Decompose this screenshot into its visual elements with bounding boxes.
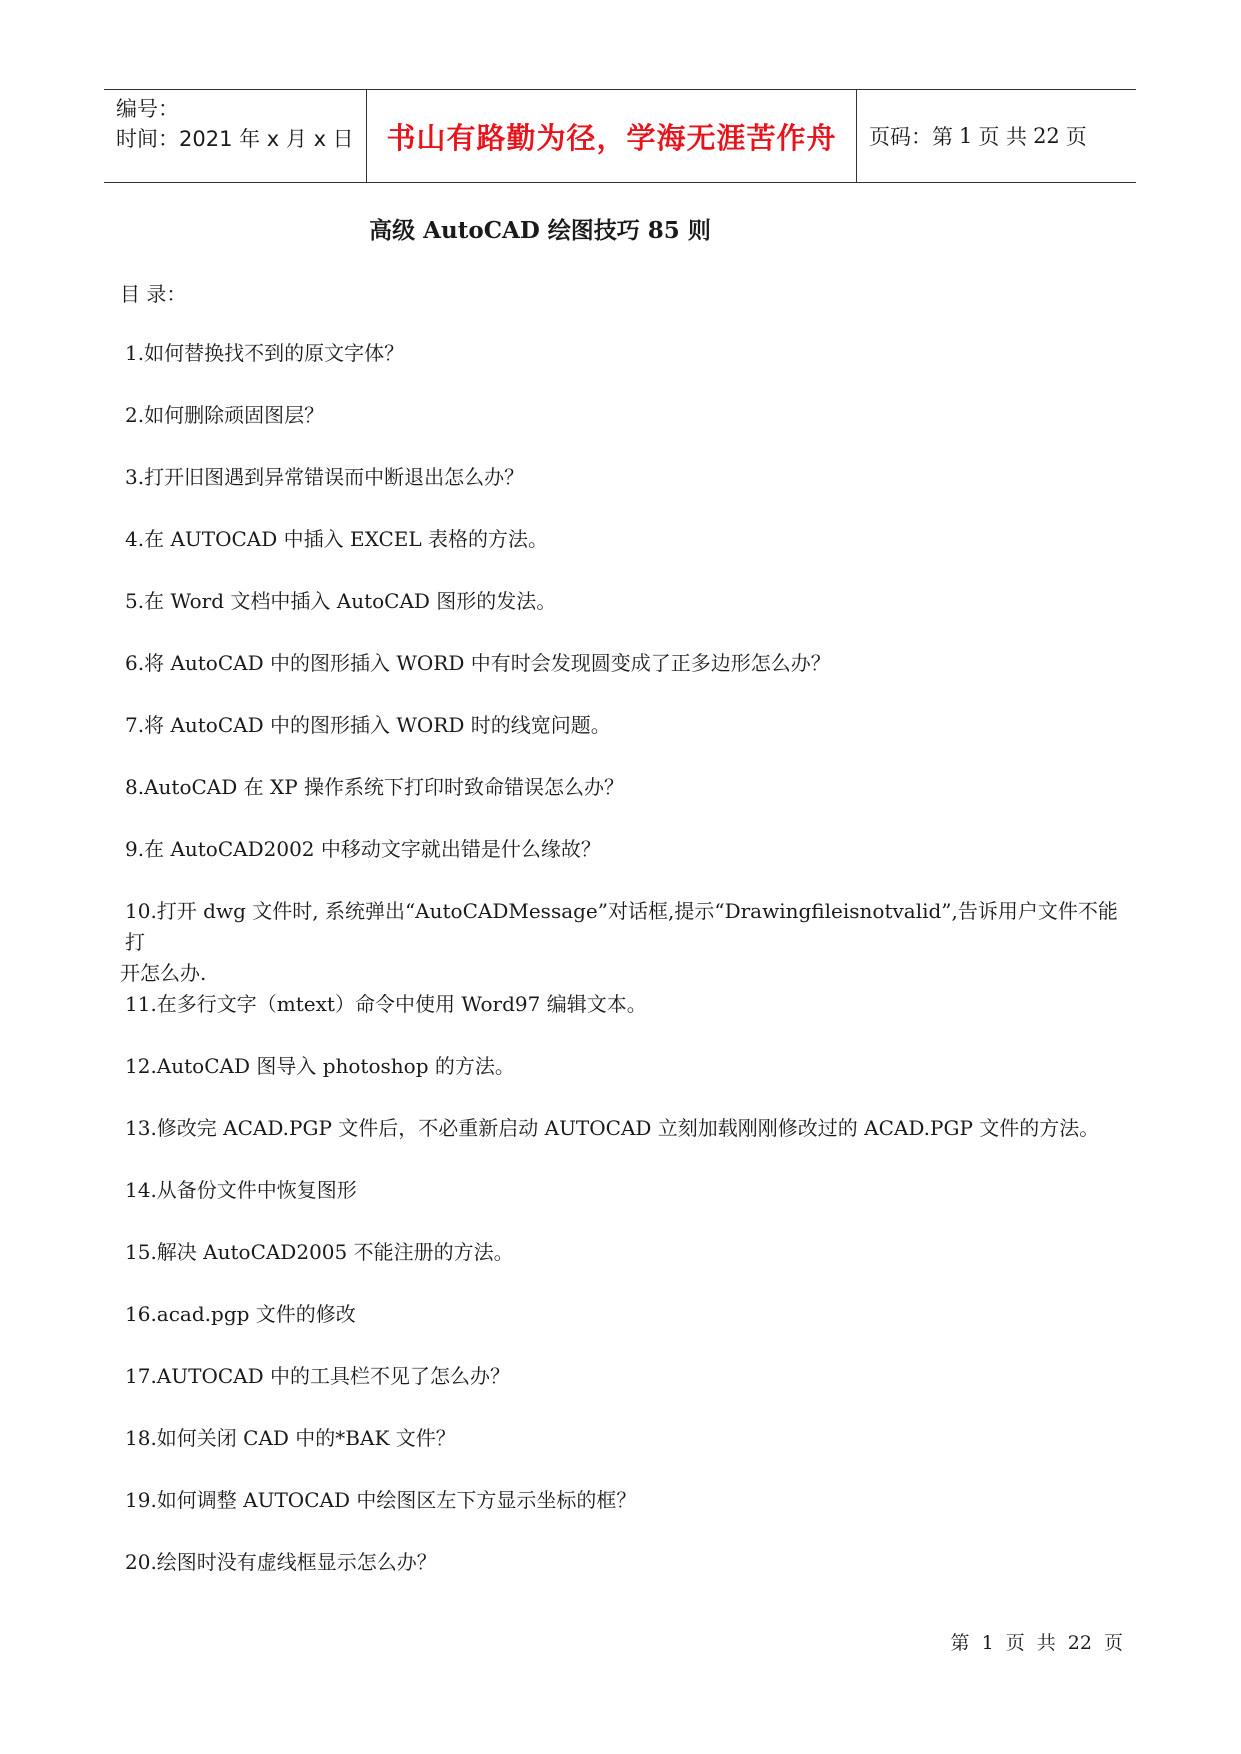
toc-item: 5.在 Word 文档中插入 AutoCAD 图形的发法。 — [125, 589, 557, 613]
toc-item: 15.解决 AutoCAD2005 不能注册的方法。 — [125, 1240, 514, 1264]
document-title: 高级 AutoCAD 绘图技巧 85 则 — [369, 217, 711, 244]
toc-item: 2.如何删除顽固图层？ — [125, 403, 325, 427]
toc-item: 17.AUTOCAD 中的工具栏不见了怎么办？ — [125, 1364, 510, 1388]
toc-item: 8.AutoCAD 在 XP 操作系统下打印时致命错误怎么办？ — [125, 775, 625, 799]
header-meta — [104, 90, 367, 182]
page-mid: 页 共 — [978, 125, 1028, 149]
document-header — [104, 89, 1136, 183]
page-total: 22 — [1033, 124, 1060, 148]
page-suffix: 页 — [1065, 125, 1087, 149]
toc-item: 9.在 AutoCAD2002 中移动文字就出错是什么缘故？ — [125, 837, 601, 861]
toc-item: 13.修改完 ACAD.PGP 文件后，不必重新启动 AUTOCAD 立刻加载刚刚修改过的 ACAD.PGP 文件的方法。 — [125, 1116, 1100, 1140]
header-page-info — [857, 90, 1136, 182]
page-number: 1 — [959, 124, 973, 148]
time-label: 时间：2021 年 x 月 x 日 — [116, 127, 354, 151]
toc-item: 20.绘图时没有虚线框显示怎么办？ — [125, 1550, 437, 1574]
toc-item: 1.如何替换找不到的原文字体？ — [125, 341, 405, 365]
toc-item: 6.将 AutoCAD 中的图形插入 WORD 中有时会发现圆变成了正多边形怎么办？ — [125, 651, 831, 675]
toc-item: 16.acad.pgp 文件的修改 — [125, 1302, 356, 1326]
header-motto: 书山有路勤为径，学海无涯苦作舟 — [367, 90, 857, 182]
page-prefix: 页码：第 — [869, 125, 953, 149]
toc-item: 19.如何调整 AUTOCAD 中绘图区左下方显示坐标的框？ — [125, 1488, 637, 1512]
number-label: 编号： — [116, 97, 179, 121]
toc-item: 12.AutoCAD 图导入 photoshop 的方法。 — [125, 1054, 515, 1078]
toc-item: 3.打开旧图遇到异常错误而中断退出怎么办？ — [125, 465, 525, 489]
toc-item-line: 10.打开 dwg 文件时, 系统弹出“AutoCADMessage”对话框,提示“Drawingfileisnotvalid”,告诉用户文件不能打 — [125, 899, 1118, 954]
toc-item: 18.如何关闭 CAD 中的*BAK 文件？ — [125, 1426, 456, 1450]
toc-item: 14.从备份文件中恢复图形 — [125, 1178, 357, 1202]
toc-item: 7.将 AutoCAD 中的图形插入 WORD 时的线宽问题。 — [125, 713, 611, 737]
toc-item-line: 开怎么办. — [120, 961, 207, 985]
toc-label: 目 录： — [120, 282, 187, 306]
page-footer: 第 1 页 共 22 页 — [950, 1632, 1123, 1654]
toc-item: 11.在多行文字（mtext）命令中使用 Word97 编辑文本。 — [125, 992, 647, 1016]
toc-item — [120, 896, 1130, 989]
table-of-contents — [120, 338, 1130, 1609]
toc-item: 4.在 AUTOCAD 中插入 EXCEL 表格的方法。 — [125, 527, 548, 551]
